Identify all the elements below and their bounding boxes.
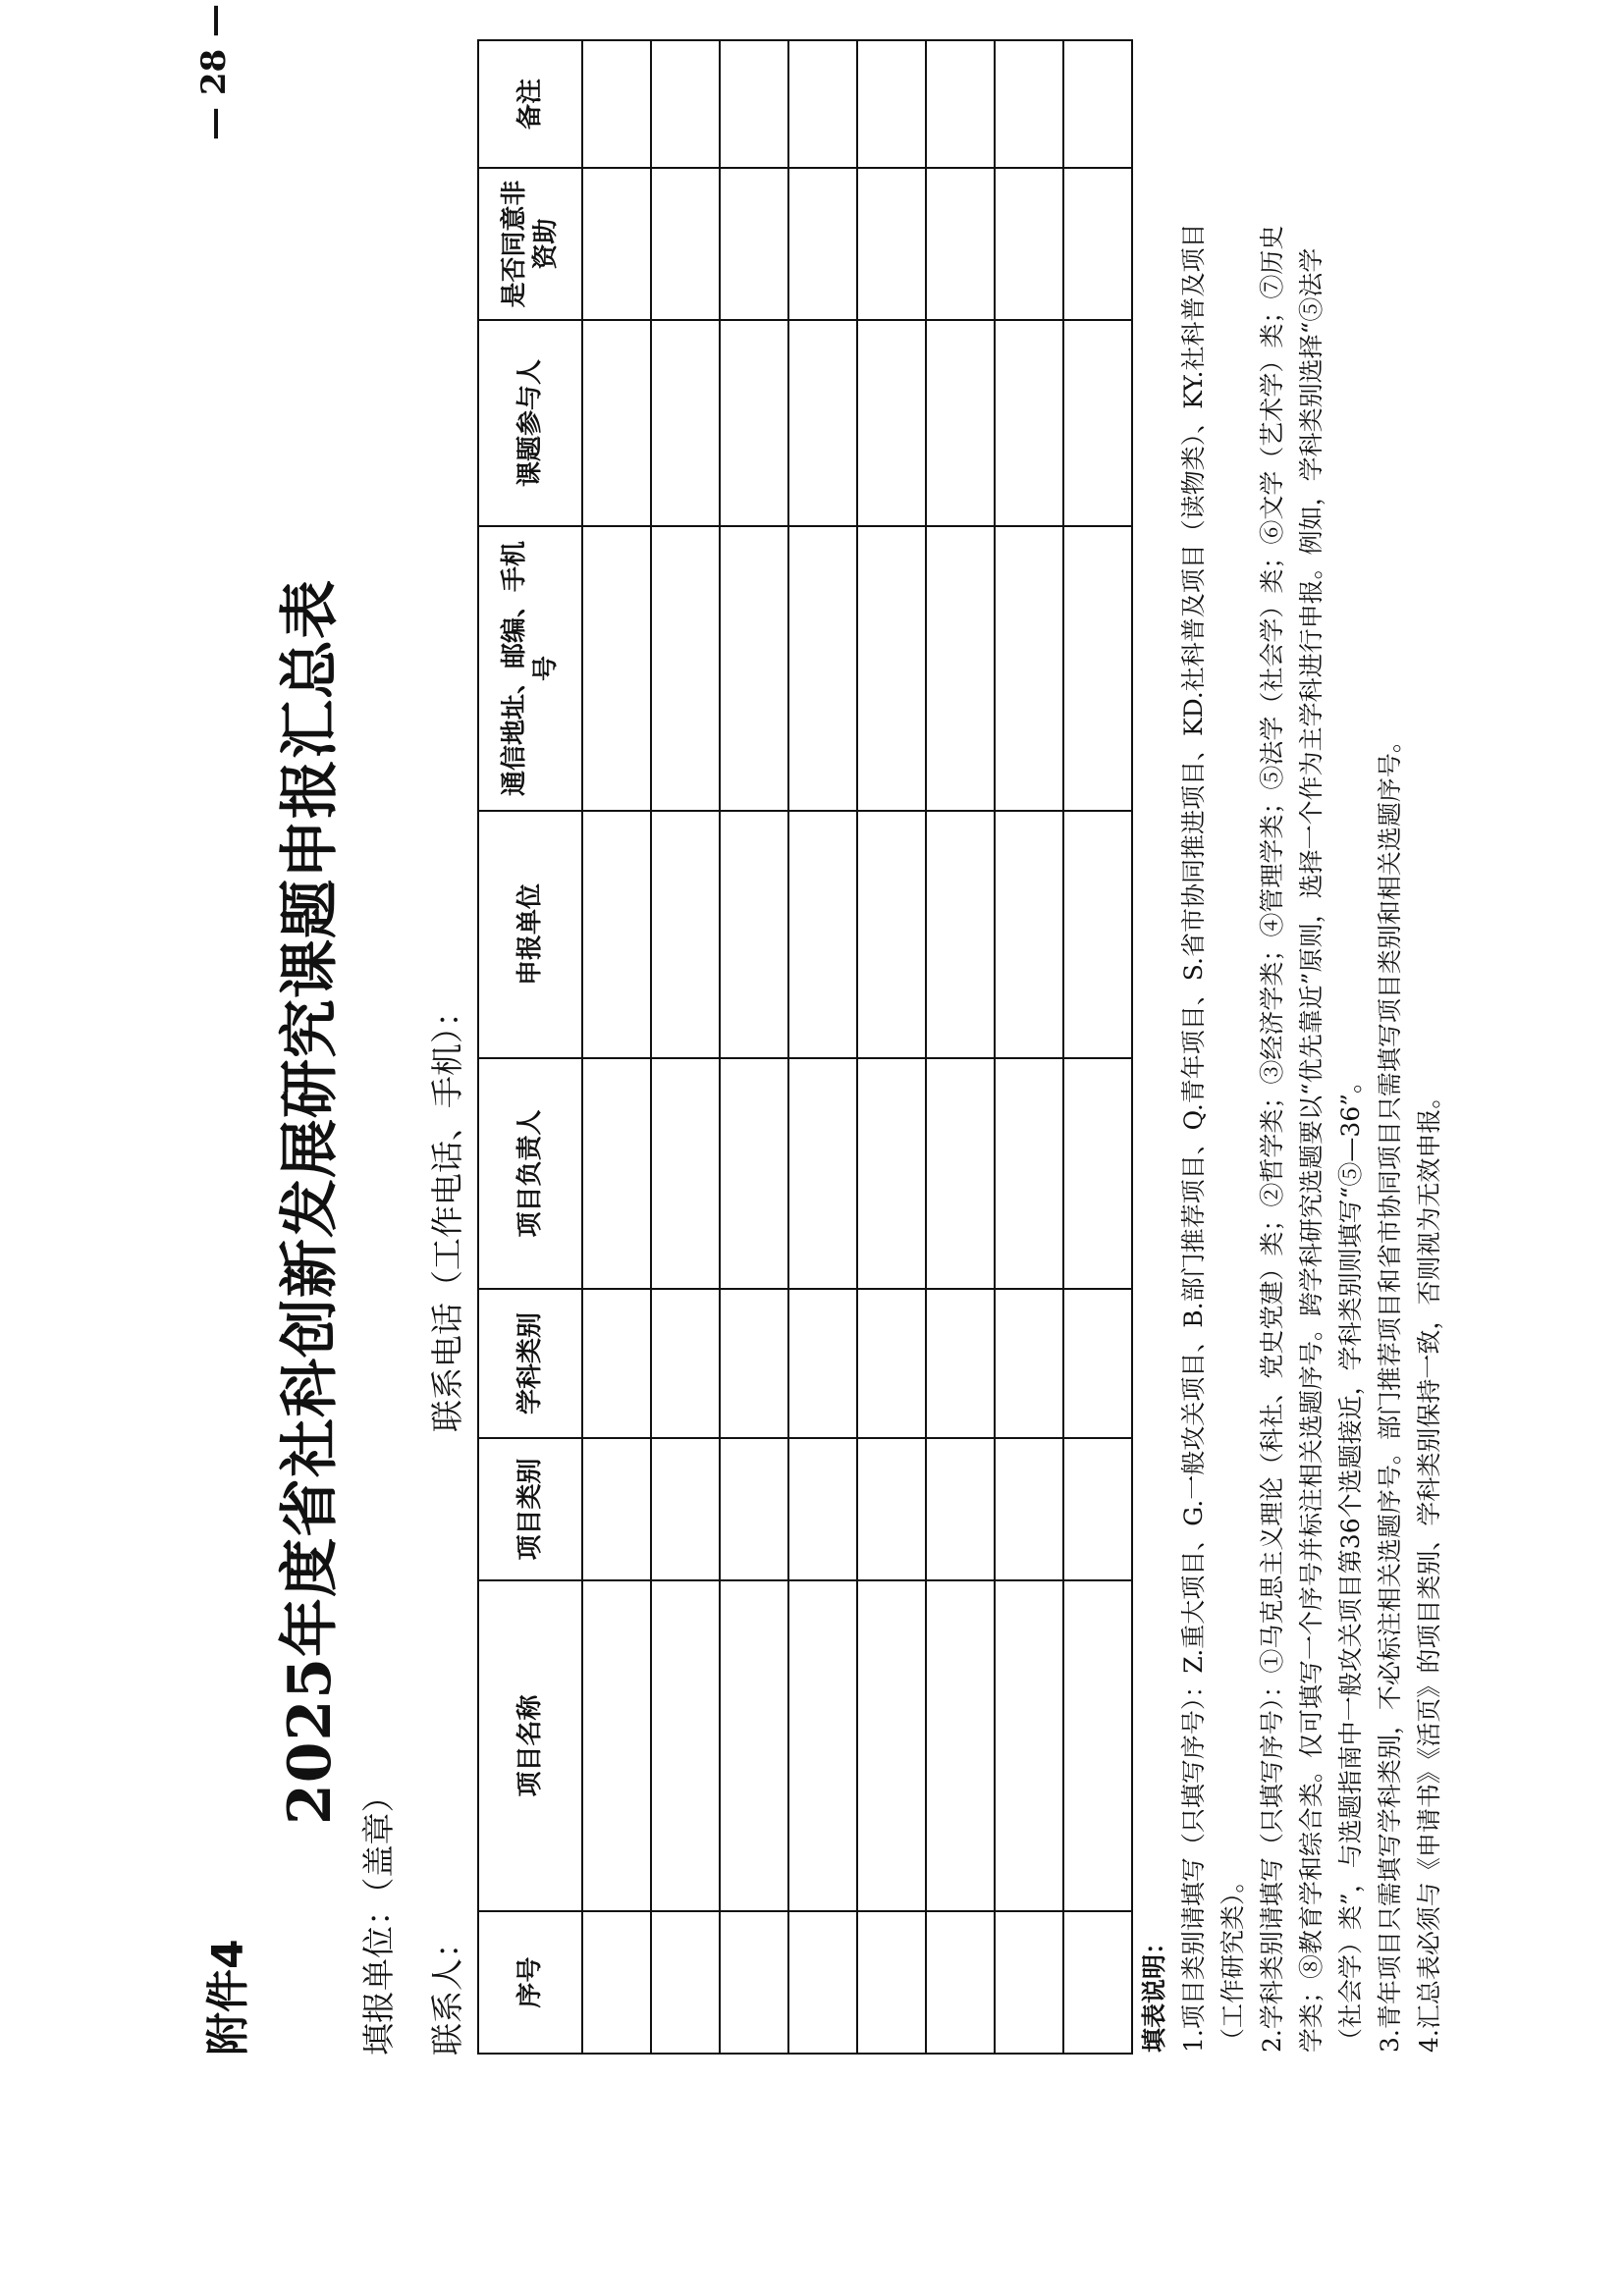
document-title: 2025年度省社科创新发展研究课题申报汇总表 — [276, 579, 345, 1825]
table-cell — [582, 1438, 651, 1580]
table-cell — [1063, 811, 1132, 1058]
filling-instructions — [1135, 207, 1449, 2053]
table-cell — [651, 526, 720, 811]
table-cell — [788, 1580, 857, 1911]
summary-table — [477, 39, 1133, 2055]
table-cell — [788, 526, 857, 811]
table-cell — [926, 1289, 995, 1438]
table-row — [582, 40, 651, 2054]
header-non-funded-consent: 是否同意非资助 — [478, 168, 582, 320]
table-cell — [857, 1911, 926, 2054]
table-cell — [857, 1580, 926, 1911]
header-discipline-category: 学科类别 — [478, 1289, 582, 1438]
table-cell — [1063, 1438, 1132, 1580]
header-project-category: 项目类别 — [478, 1438, 582, 1580]
table-cell — [788, 40, 857, 168]
table-cell — [582, 168, 651, 320]
table-cell — [1063, 1289, 1132, 1438]
table-header-row — [478, 40, 582, 2054]
table-cell — [720, 320, 788, 526]
table-cell — [720, 168, 788, 320]
table-cell — [926, 1911, 995, 2054]
table-cell — [651, 40, 720, 168]
header-serial: 序号 — [478, 1911, 582, 2054]
table-cell — [582, 320, 651, 526]
table-cell — [1063, 526, 1132, 811]
header-participants: 课题参与人 — [478, 320, 582, 526]
table-cell — [857, 168, 926, 320]
table-cell — [995, 1438, 1063, 1580]
table-cell — [720, 1580, 788, 1911]
table-cell — [926, 168, 995, 320]
table-cell — [995, 1289, 1063, 1438]
table-cell — [926, 1438, 995, 1580]
table-cell — [720, 40, 788, 168]
table-cell — [857, 320, 926, 526]
instruction-item-4: 4.汇总表必须与《申请书》《活页》的项目类别、学科类别保持一致，否则视为无效申报。 — [1415, 1084, 1443, 2053]
contact-person-label: 联系人： — [428, 1926, 466, 2056]
table-cell — [788, 811, 857, 1058]
reporting-unit-label: 填报单位：（盖章） — [359, 1780, 398, 2056]
table-cell — [582, 1058, 651, 1289]
table-cell — [995, 1058, 1063, 1289]
table-cell — [788, 1438, 857, 1580]
table-cell — [720, 1911, 788, 2054]
table-cell — [651, 1289, 720, 1438]
table-cell — [651, 811, 720, 1058]
table-cell — [651, 320, 720, 526]
table-cell — [857, 1058, 926, 1289]
table-cell — [720, 1289, 788, 1438]
table-cell — [926, 1058, 995, 1289]
table-cell — [995, 168, 1063, 320]
table-cell — [651, 1058, 720, 1289]
table-cell — [1063, 320, 1132, 526]
table-cell — [995, 811, 1063, 1058]
header-remarks: 备注 — [478, 40, 582, 168]
table-cell — [1063, 40, 1132, 168]
header-contact-address: 通信地址、邮编、手机号 — [478, 526, 582, 811]
table-cell — [582, 1911, 651, 2054]
table-body — [582, 40, 1132, 2054]
table-cell — [651, 1911, 720, 2054]
table-cell — [582, 811, 651, 1058]
table-cell — [720, 811, 788, 1058]
table-row — [651, 40, 720, 2054]
table-cell — [582, 526, 651, 811]
table-cell — [720, 1438, 788, 1580]
attachment-label: 附件4 — [203, 1939, 253, 2056]
table-cell — [720, 1058, 788, 1289]
table-cell — [1063, 1058, 1132, 1289]
table-cell — [1063, 1580, 1132, 1911]
table-cell — [1063, 1911, 1132, 2054]
instructions-title: 填表说明： — [1140, 1929, 1168, 2053]
table-cell — [651, 168, 720, 320]
instruction-item-2: 2.学科类别请填写（只填写序号）：①马克思主义理论（科社、党史党建）类；②哲学类；③经济学类；④管理学类；⑤法学（社会学）类；⑥文学（艺术学）类；⑦历史学类；⑧教育学和综合类。仅可填写一个序号并标注相关选题序号。跨学科研究选题要以“优先靠近”原则，选择一个作为主学科进行申报。例如，学科类别选择“⑤法学（社会学）类”，与选题指南中一般攻关项目第36个选题接近，学科类别则填写“⑤—36”。 — [1258, 225, 1365, 2053]
table-cell — [788, 1911, 857, 2054]
table-cell — [857, 1438, 926, 1580]
table-cell — [857, 526, 926, 811]
table-cell — [582, 40, 651, 168]
table-cell — [926, 1580, 995, 1911]
table-cell — [788, 1289, 857, 1438]
table-cell — [926, 811, 995, 1058]
table-cell — [651, 1438, 720, 1580]
table-cell — [582, 1580, 651, 1911]
table-row — [857, 40, 926, 2054]
table-cell — [995, 320, 1063, 526]
table-cell — [995, 526, 1063, 811]
table-cell — [995, 1911, 1063, 2054]
table-cell — [857, 1289, 926, 1438]
table-cell — [995, 1580, 1063, 1911]
table-cell — [857, 811, 926, 1058]
table-cell — [788, 1058, 857, 1289]
table-cell — [582, 1289, 651, 1438]
header-applying-unit: 申报单位 — [478, 811, 582, 1058]
table-row — [720, 40, 788, 2054]
table-cell — [651, 1580, 720, 1911]
contact-phone-label: 联系电话（工作电话、手机）： — [428, 994, 466, 1432]
table-row — [926, 40, 995, 2054]
instruction-item-3: 3.青年项目只需填写学科类别，不必标注相关选题序号。部门推荐项目和省市协同项目只需填写项目类别和相关选题序号。 — [1376, 728, 1404, 2053]
header-project-name: 项目名称 — [478, 1580, 582, 1911]
table-cell — [788, 320, 857, 526]
table-cell — [788, 168, 857, 320]
table-row — [995, 40, 1063, 2054]
table-row — [1063, 40, 1132, 2054]
table-cell — [995, 40, 1063, 168]
table-row — [788, 40, 857, 2054]
table-cell — [857, 40, 926, 168]
table-cell — [926, 526, 995, 811]
instruction-item-1: 1.项目类别请填写（只填写序号）：Z.重大项目、G.一般攻关项目、B.部门推荐项目、Q.青年项目、S.省市协同推进项目、KD.社科普及项目（读物类）、KY.社科普及项目（工作研究类）。 — [1179, 223, 1247, 2053]
table-cell — [926, 320, 995, 526]
table-cell — [1063, 168, 1132, 320]
header-project-leader: 项目负责人 — [478, 1058, 582, 1289]
table-cell — [926, 40, 995, 168]
table-cell — [720, 526, 788, 811]
page-number-rotated: — 28 — — [194, 4, 234, 140]
